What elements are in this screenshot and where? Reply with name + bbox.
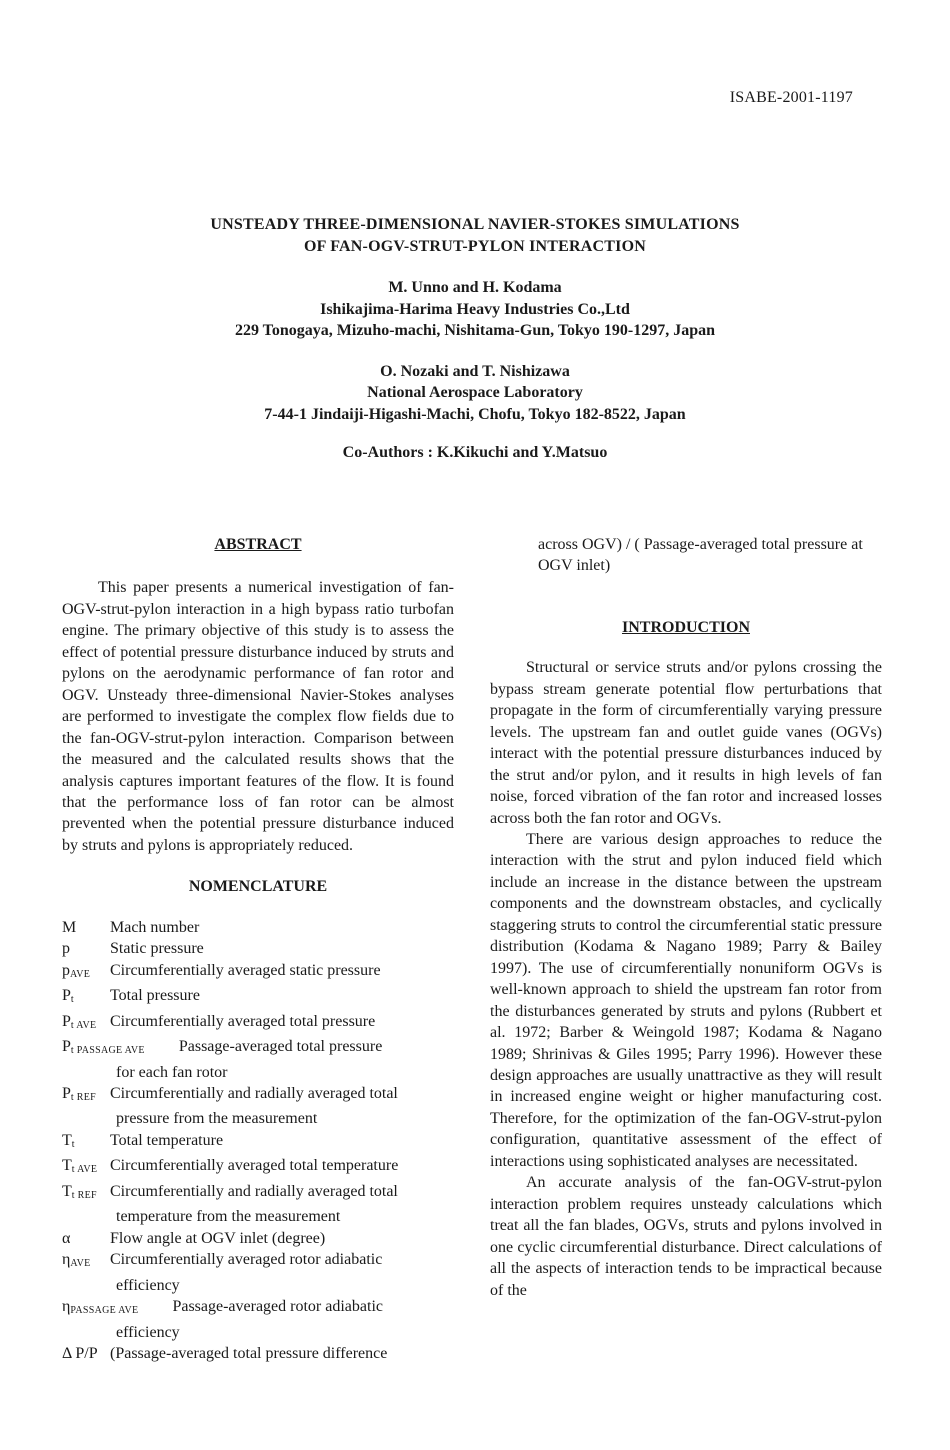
symbol-main: T <box>62 1157 72 1175</box>
symbol-main: M <box>62 918 77 936</box>
nomenclature-definition: (Passage-averaged total pressure difference <box>110 1344 388 1362</box>
nomenclature-symbol <box>62 1249 110 1274</box>
nomenclature-symbol <box>62 938 110 959</box>
nomenclature-definition: Mach number <box>110 918 200 936</box>
symbol-main: P <box>62 1084 71 1102</box>
nomenclature-symbol <box>62 1228 110 1249</box>
introduction-heading: INTRODUCTION <box>621 618 750 636</box>
intro-paragraph-3: An accurate analysis of the fan-OGV-strut-pylon interaction problem requires unsteady calculations which treat all the fan blades, OGVs, struts and pylons involved in one cyclic circumferential disturbance. Direct calculations of all the aspects of interaction tends to be impractical because of the <box>490 1174 882 1299</box>
symbol-subscript: AVE <box>70 968 91 980</box>
symbol-main: P <box>62 1012 71 1030</box>
symbol-main: p <box>62 961 70 979</box>
organization-2: National Aerospace Laboratory <box>367 384 583 401</box>
nomenclature-symbol <box>62 1296 138 1321</box>
symbol-main: P <box>62 987 71 1005</box>
nomenclature-continuation: efficiency <box>116 1276 180 1294</box>
nomenclature-symbol <box>62 1181 110 1206</box>
affiliation-1 <box>0 277 950 342</box>
left-column <box>62 534 454 1364</box>
authors-2: O. Nozaki and T. Nishizawa <box>380 362 570 380</box>
nomenclature-row <box>62 1130 454 1155</box>
nomenclature-definition: Total pressure <box>110 987 200 1005</box>
symbol-subscript: t AVE <box>71 1164 98 1176</box>
nomenclature-definition: Flow angle at OGV inlet (degree) <box>110 1229 326 1247</box>
nomenclature-definition: Circumferentially averaged static pressure <box>110 961 381 979</box>
nomenclature-symbol <box>62 1036 145 1061</box>
nomenclature-row <box>62 1228 454 1249</box>
nomenclature-row <box>62 960 454 985</box>
symbol-main: T <box>62 1131 72 1149</box>
nomenclature-symbol <box>62 1343 110 1364</box>
affiliation-2 <box>0 361 950 426</box>
nomenclature-continuation: for each fan rotor <box>116 1063 228 1081</box>
abstract-text: This paper presents a numerical investigation of fan-OGV-strut-pylon interaction in a high bypass ratio turbofan engine. The primary objective of this study is to assess the effect of potential pressure disturbance induced by struts and pylons on the aerodynamic performance of fan rotor and OGV. Unsteady three-dimensional Navier-Stokes analyses are performed to investigate the complex flow fields due to the fan-OGV-strut-pylon interaction. Comparison between the measured and the calculated results shows that the analysis captures important features of the flow. It is found that the performance loss of fan rotor can be almost prevented when the potential pressure disturbance induced by struts and pylons is appropriately reduced. <box>62 579 454 854</box>
nomenclature-definition: Circumferentially and radially averaged total <box>110 1182 398 1200</box>
nomenclature-definition: Circumferentially averaged total pressure <box>110 1012 376 1030</box>
intro-paragraph-2: There are various design approaches to reduce the interaction with the strut and pylon induced field which include an increase in the distance between the upstream components and the downstream obstacles, and cyclically staggering struts to control the circumferential static pressure distribution (Kodama & Nagano 1989; Parry & Bailey 1997). The use of circumferentially nonuniform OGVs is well-known approach to shield the upstream fan rotor from the disturbances generated by struts and pylons (Rubbert et al. 1972; Barber & Weingold 1987; Kodama & Nagano 1989; Shrinivas & Giles 1995; Parry 1996). However these design approaches are usually unattractive as they will result in increased engine weight or higher manufacturing cost. Therefore, for the optimization of the fan-OGV-strut-pylon configuration, quantitative assessment of the effect of interactions using sophisticated analyses are necessitated. <box>490 830 882 1170</box>
symbol-subscript: t <box>70 994 74 1006</box>
nomenclature-continuation: efficiency <box>116 1323 180 1341</box>
nomenclature-symbol <box>62 1083 110 1108</box>
intro-paragraph-1: Structural or service struts and/or pylons crossing the bypass stream generate potential flow perturbations that propagate in the form of circumferentially varying pressure levels. The upstream fan and outlet guide vanes (OGVs) interact with the potential pressure disturbances induced by the strut and/or pylon, and it results in high levels of fan noise, forced vibration of the fan rotor and increased losses across both the fan rotor and OGVs. <box>490 659 882 827</box>
symbol-main: Δ P/P <box>62 1344 98 1362</box>
symbol-subscript: t PASSAGE AVE <box>70 1045 145 1057</box>
symbol-subscript: t <box>71 1138 75 1150</box>
nomenclature-definition: Circumferentially averaged total temperature <box>110 1157 399 1175</box>
nomenclature-row <box>62 1155 454 1180</box>
organization-1: Ishikajima-Harima Heavy Industries Co.,Ltd <box>320 300 630 318</box>
title-block <box>0 214 950 462</box>
nomenclature-symbol <box>62 1155 110 1180</box>
nomenclature-symbol <box>62 1130 110 1155</box>
symbol-main: α <box>62 1229 71 1247</box>
nomenclature-definition: Passage-averaged rotor adiabatic <box>172 1298 383 1316</box>
nomenclature-definition: Circumferentially averaged rotor adiabatic <box>110 1251 383 1269</box>
nomenclature-definition: Static pressure <box>110 940 204 958</box>
symbol-main: η <box>62 1251 71 1269</box>
nomenclature-definition: Total temperature <box>110 1131 224 1149</box>
nomenclature-row <box>62 1181 454 1206</box>
nomenclature-definition: Circumferentially and radially averaged total <box>110 1084 398 1102</box>
authors-1: M. Unno and H. Kodama <box>388 279 562 296</box>
paper-title-line-2: OF FAN-OGV-STRUT-PYLON INTERACTION <box>304 238 646 255</box>
nomenclature-row <box>62 1249 454 1274</box>
abstract-heading: ABSTRACT <box>214 536 302 553</box>
nomenclature-carryover: across OGV) / ( Passage-averaged total pressure at OGV inlet) <box>538 536 863 575</box>
coauthors: Co-Authors : K.Kikuchi and Y.Matsuo <box>342 444 608 461</box>
nomenclature-row <box>62 1296 454 1321</box>
symbol-subscript: t REF <box>70 1091 97 1103</box>
nomenclature-row <box>62 985 454 1010</box>
paper-title-line-1: UNSTEADY THREE-DIMENSIONAL NAVIER-STOKES SIMULATIONS <box>210 216 740 233</box>
symbol-main: T <box>62 1182 72 1200</box>
right-column <box>490 534 882 1301</box>
nomenclature-row <box>62 1036 454 1061</box>
symbol-subscript: PASSAGE AVE <box>70 1305 139 1317</box>
nomenclature-continuation: pressure from the measurement <box>116 1110 318 1128</box>
nomenclature-symbol <box>62 1011 110 1036</box>
nomenclature-definition: Passage-averaged total pressure <box>178 1038 383 1056</box>
nomenclature-row <box>62 938 454 959</box>
nomenclature-row <box>62 917 454 938</box>
report-id: ISABE-2001-1197 <box>729 89 853 106</box>
nomenclature-list <box>62 917 454 1365</box>
symbol-subscript: t AVE <box>70 1019 97 1031</box>
nomenclature-row <box>62 1011 454 1036</box>
symbol-subscript: AVE <box>70 1258 91 1270</box>
symbol-subscript: t REF <box>71 1189 97 1201</box>
nomenclature-symbol <box>62 917 110 938</box>
symbol-main: P <box>62 1038 71 1056</box>
address-2: 7-44-1 Jindaiji-Higashi-Machi, Chofu, Tokyo 182-8522, Japan <box>264 405 686 423</box>
nomenclature-continuation: temperature from the measurement <box>116 1208 341 1226</box>
nomenclature-symbol <box>62 960 110 985</box>
nomenclature-heading: NOMENCLATURE <box>188 878 328 896</box>
nomenclature-row <box>62 1343 454 1364</box>
symbol-main: p <box>62 940 70 958</box>
nomenclature-symbol <box>62 985 110 1010</box>
nomenclature-row <box>62 1083 454 1108</box>
symbol-main: η <box>62 1298 71 1316</box>
address-1: 229 Tonogaya, Mizuho-machi, Nishitama-Gun, Tokyo 190-1297, Japan <box>234 322 716 339</box>
